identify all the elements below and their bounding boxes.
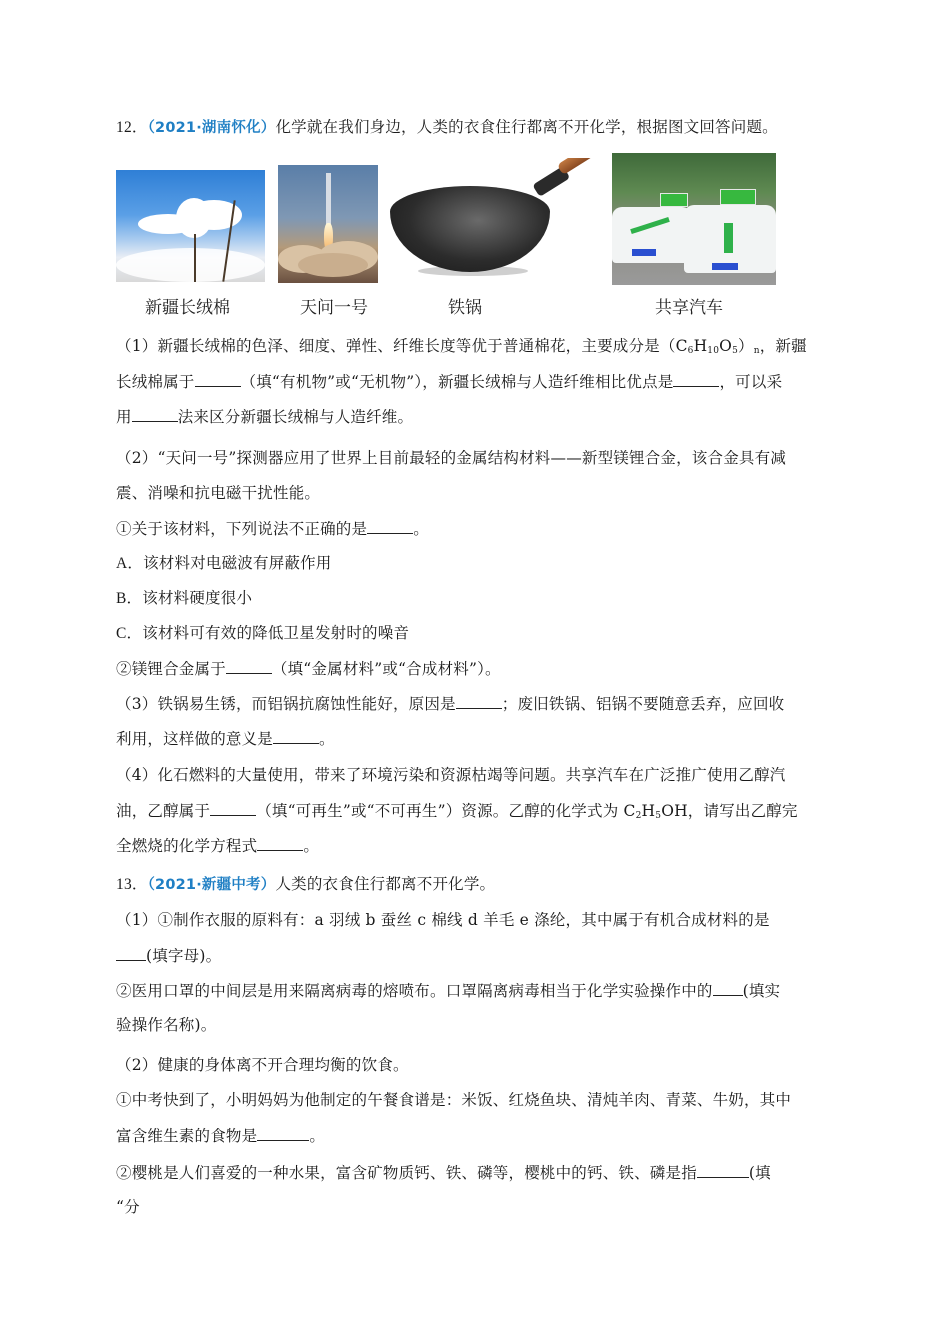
answer-blank[interactable] (116, 945, 146, 961)
caption-cotton: 新疆长绒棉 (145, 298, 230, 318)
answer-blank[interactable] (257, 1125, 309, 1141)
answer-blank[interactable] (226, 658, 272, 674)
q12-part2-line2: 震、消噪和抗电磁干扰性能。 (116, 484, 321, 502)
q12-part4-line1: （4）化石燃料的大量使用，带来了环境污染和资源枯竭等问题。共享汽车在广泛推广使用乙醇汽 (116, 766, 786, 784)
q13-part2-line2: ①中考快到了，小明妈妈为他制定的午餐食谱是：米饭、红烧鱼块、清炖羊肉、青菜、牛奶，其中 (116, 1091, 792, 1109)
q12-part4-line3: 全燃烧的化学方程式 。 (116, 837, 320, 855)
q12-part1-line1: （1）新疆长绒棉的色泽、细度、弹性、纤维长度等优于普通棉花，主要成分是$(C_6H_{10}O_5)_n$，新疆 (116, 337, 807, 356)
answer-blank[interactable] (132, 406, 178, 422)
q12-part2-sub2: ②镁锂合金属于 （填“金属材料”或“合成材料”）。 (116, 660, 501, 678)
q13-part2-line4: ②樱桃是人们喜爱的一种水果，富含矿物质钙、铁、磷等，樱桃中的钙、铁、磷是指 (填 (116, 1164, 771, 1182)
q12-part1-line2: 长绒棉属于 （填“有机物”或“无机物”），新疆长绒棉与人造纤维相比优点是 ，可以采 (116, 373, 783, 391)
answer-blank[interactable] (210, 800, 256, 816)
q13-stem: 人类的衣食住行都离不开化学。 (275, 875, 496, 893)
caption-car: 共享汽车 (655, 298, 723, 318)
q12-part2-line1: （2）“天问一号”探测器应用了世界上目前最轻的金属结构材料——新型镁锂合金，该合金具有减 (116, 449, 787, 467)
answer-blank[interactable] (456, 693, 502, 709)
q12-number: 12． (116, 119, 148, 136)
q12-part3-line1: （3）铁锅易生锈，而铝锅抗腐蚀性能好，原因是 ；废旧铁锅、铝锅不要随意丢弃，应回收 (116, 695, 785, 713)
answer-blank[interactable] (257, 835, 303, 851)
q12-part4-line2: 油，乙醇属于 （填“可再生”或“不可再生”）资源。乙醇的化学式为 $C_2H_5OH$，请写出乙醇完 (116, 802, 798, 821)
answer-blank[interactable] (195, 371, 241, 387)
q13-part2-line1: （2）健康的身体离不开合理均衡的饮食。 (116, 1056, 409, 1074)
q12-part3-line2: 利用，这样做的意义是 。 (116, 730, 335, 748)
answer-blank[interactable] (697, 1162, 749, 1178)
caption-wok: 铁锅 (448, 298, 482, 318)
option-a: A．该材料对电磁波有屏蔽作用 (116, 554, 332, 572)
q12-header (116, 117, 778, 138)
iron-wok-photo-icon (388, 158, 610, 282)
rocket-launch-photo-icon (278, 165, 378, 283)
q13-source-tag: （2021·新疆中考） (147, 877, 276, 893)
q13-number: 13． (116, 876, 148, 893)
q13-part1-line1: （1）①制作衣服的原料有：a 羽绒 b 蚕丝 c 棉线 d 羊毛 e 涤纶，其中属于有机合成材料的是 (116, 911, 770, 929)
q12-source-tag: （2021·湖南怀化） (147, 120, 276, 136)
q13-part2-line5: “分 (116, 1198, 140, 1216)
answer-blank[interactable] (367, 518, 413, 534)
q13-part2-line3: 富含维生素的食物是 。 (116, 1127, 326, 1145)
q13-header (116, 874, 495, 895)
answer-blank[interactable] (273, 728, 319, 744)
q13-part1-line3: ②医用口罩的中间层是用来隔离病毒的熔喷布。口罩隔离病毒相当于化学实验操作中的 (填实 (116, 982, 781, 1000)
q12-part1-line3: 用 法来区分新疆长绒棉与人造纤维。 (116, 408, 414, 426)
option-b: B．该材料硬度很小 (116, 589, 253, 607)
caption-rocket: 天问一号 (300, 298, 368, 318)
q12-stem: 化学就在我们身边，人类的衣食住行都离不开化学，根据图文回答问题。 (275, 118, 778, 136)
q13-part1-line4: 验操作名称)。 (116, 1016, 217, 1034)
q13-part1-line2: (填字母)。 (116, 945, 221, 966)
shared-car-photo-icon (612, 153, 776, 285)
q12-part2-sub1: ①关于该材料，下列说法不正确的是 。 (116, 520, 429, 538)
option-c: C．该材料可有效的降低卫星发射时的噪音 (116, 624, 410, 642)
answer-blank[interactable] (713, 980, 743, 996)
cotton-photo-icon (116, 170, 265, 282)
answer-blank[interactable] (673, 371, 719, 387)
